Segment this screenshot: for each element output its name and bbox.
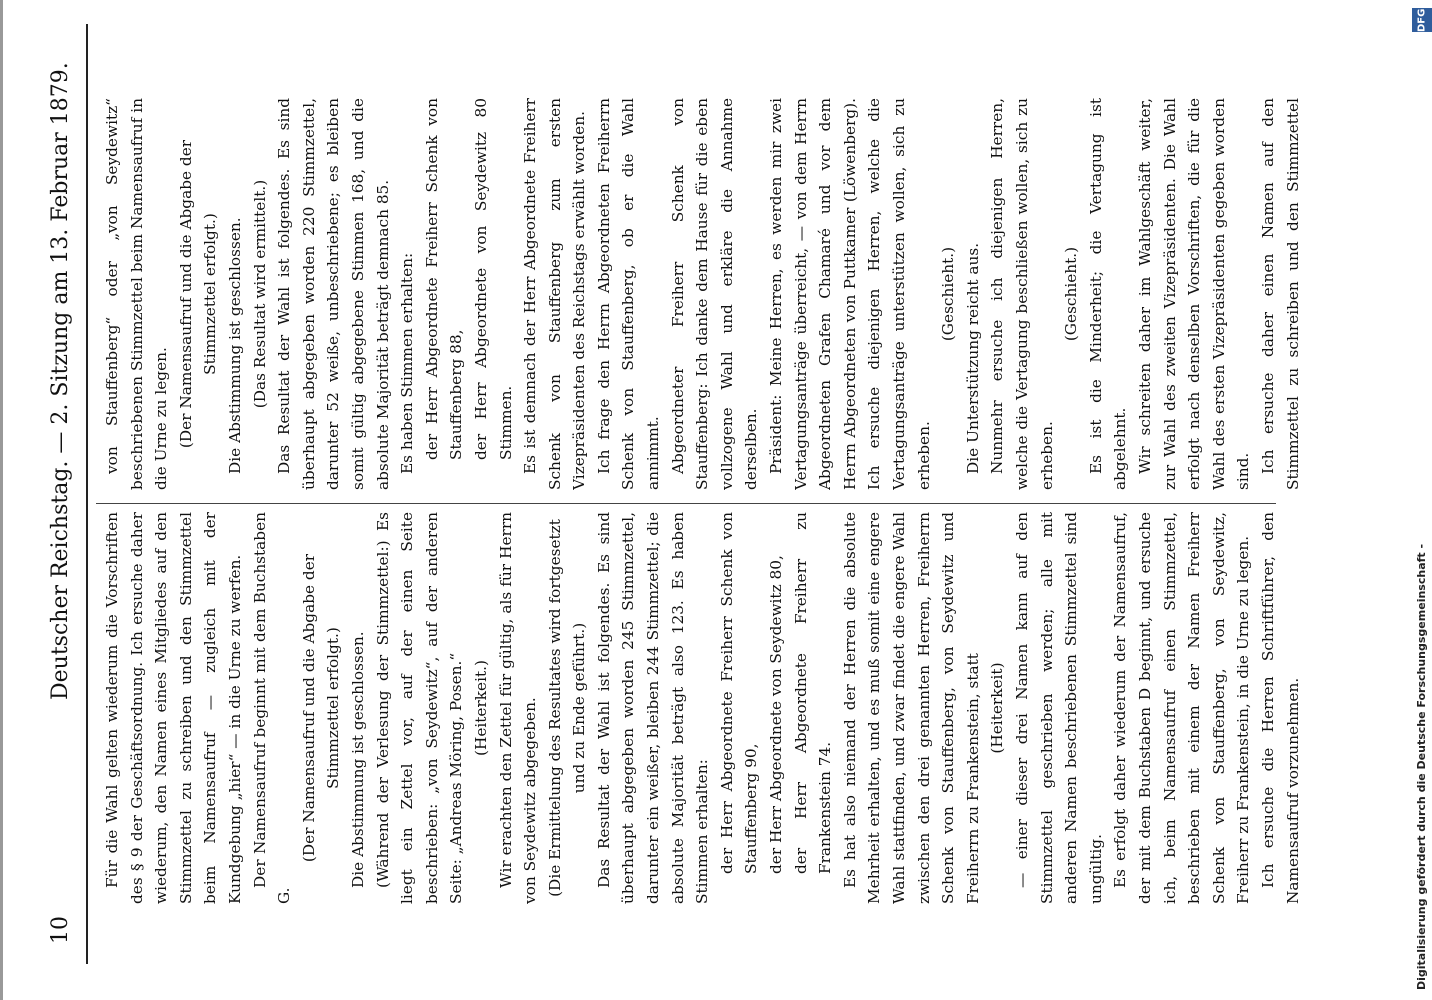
paragraph: von Stauffenberg“ oder „von Seydewitz“ beschriebenen Stimmzettel beim Namensaufruf in die Urne zu legen. bbox=[103, 98, 171, 490]
running-title: Deutscher Reichstag. — 2. Sitzung am 13. Februar 1879. bbox=[48, 62, 73, 700]
paragraph: (Während der Verlesung der Stimmzettel:) Es liegt ein Zettel vor, auf der einen Seite beschrieben: „von Seydewitz“, auf der anderen Seite: „Andreas Möring, Posen.“ bbox=[373, 512, 466, 904]
paragraph: der Herr Abgeordnete Freiherr zu Frankenstein 74. bbox=[791, 512, 835, 874]
paragraph: der Herr Abgeordnete Freiherr Schenk von Stauffenberg 90, bbox=[717, 512, 761, 874]
page-header bbox=[36, 0, 88, 1000]
paragraph: der Herr Abgeordnete von Seydewitz 80 Stimmen. bbox=[471, 98, 515, 460]
paragraph: Die Abstimmung ist geschlossen. bbox=[225, 217, 244, 474]
paragraph: Das Resultat der Wahl ist folgendes. Es sind überhaupt abgegeben worden 220 Stimmzettel, darunter 52 weiße, unbeschriebene; es bleiben somit gültig abgegebene Stimmen 168, und die absolute Majorität beträgt demnach 85. bbox=[275, 98, 392, 490]
paragraph: — einer dieser drei Namen kann auf den Stimmzettel geschrieben werden; alle mit anderen Namen beschriebenen Stimmzettel sind ungültig. bbox=[1012, 512, 1105, 904]
paragraph: Die Abstimmung ist geschlossen. bbox=[348, 631, 367, 888]
paragraph: Die Unterstützung reicht aus. bbox=[963, 242, 982, 474]
stage-direction: (Das Resultat wird ermittelt.) bbox=[250, 179, 269, 409]
stage-direction: (Der Namensaufruf und die Abgabe der Stimmzettel erfolgt.) bbox=[299, 553, 343, 863]
right-column bbox=[100, 98, 1310, 490]
stage-direction: (Die Ermittelung des Resultates wird fortgesetzt und zu Ende geführt.) bbox=[545, 519, 589, 897]
paragraph: Für die Wahl gelten wiederum die Vorschriften des § 9 der Geschäftsordnung. Ich ersuche daher wiederum, den Namen eines Mitgliedes auf den Stimmzettel zu schreiben und den Stimmzettel beim Namensaufruf — zugleich mit der Kundgebung „hier“ — in die Urne zu werfen. bbox=[103, 512, 244, 904]
header-rule bbox=[86, 24, 88, 964]
stage-direction: (Geschieht.) bbox=[939, 246, 958, 342]
paragraph: Es hat also niemand der Herren die absolute Mehrheit erhalten, und es muß somit eine engere Wahl stattfinden, und zwar findet die engere Wahl zwischen den drei genannten Herren, Freiherrn Schenk von Stauffenberg, von Seydewitz und Freiherrn zu Frankenstein, statt bbox=[840, 512, 982, 904]
paragraph: Wir erachten den Zettel für gültig, als für Herrn von Seydewitz abgegeben. bbox=[496, 512, 540, 904]
paragraph: der Herr Abgeordnete von Seydewitz 80, bbox=[767, 555, 786, 874]
page-number: 10 bbox=[48, 916, 73, 944]
stage-direction bbox=[1305, 512, 1310, 904]
stage-direction: (Heiterkeit.) bbox=[471, 660, 490, 756]
paragraph: Ich frage den Herrn Abgeordneten Freiherrn Schenk von Stauffenberg, ob er die Wahl annimmt. bbox=[594, 98, 663, 490]
paragraph: Präsident: Meine Herren, es werden mir zwei Vertagungsanträge überreicht, — von dem Herrn Abgeordneten Grafen Chamaré und vor dem Herrn Abgeordneten von Puttkamer (Löwenberg). Ich ersuche diejenigen Herren, welche die Vertagungsanträge unterstützen wollen, sich zu erheben. bbox=[767, 98, 933, 490]
paragraph: Es haben Stimmen erhalten: bbox=[398, 252, 417, 474]
paragraph: Wir schreiten daher im Wahlgeschäft weiter, zur Wahl des zweiten Vizepräsidenten. Die Wahl erfolgt nach denselben Vorschriften, die für die Wahl des ersten Vizepräsidenten gegeben worden sind. bbox=[1135, 98, 1253, 490]
digitization-sidebar bbox=[1412, 0, 1432, 1000]
paragraph: Nunmehr ersuche ich diejenigen Herren, welche die Vertagung beschließen wollen, sich zu erheben. bbox=[988, 98, 1056, 490]
left-column bbox=[100, 512, 1310, 904]
digitization-credit: Digitalisierung gefördert durch die Deutsche Forschungsgemeinschaft - bbox=[1415, 543, 1428, 990]
paragraph: Ich ersuche die Herren Schriftführer, den Namensaufruf vorzunehmen. bbox=[1258, 512, 1302, 904]
paragraph: Es erfolgt daher wiederum der Namensaufruf, der mit dem Buchstaben D beginnt, und ersuche ich, beim Namensaufruf einen Stimmzettel, beschrieben mit einem der Namen Freiherr Schenk von Stauffenberg, von Seydewitz, Freiherr zu Frankenstein, in die Urne zu legen. bbox=[1111, 512, 1253, 904]
dfg-logo: DFG bbox=[1412, 8, 1432, 32]
column-separator bbox=[96, 503, 1276, 504]
paragraph: Abgeordneter Freiherr Schenk von Stauffenberg: Ich danke dem Hause für die eben vollzogene Wahl und erkläre die Annahme derselben. bbox=[668, 98, 761, 490]
stage-direction: (Heiterkeit) bbox=[988, 662, 1007, 754]
paragraph: Es ist demnach der Herr Abgeordnete Freiherr Schenk von Stauffenberg zum ersten Vizepräsidenten des Reichstags erwählt worden. bbox=[521, 98, 589, 490]
paragraph: Das Resultat der Wahl ist folgendes. Es sind überhaupt abgegeben worden 245 Stimmzettel, darunter ein weißer, bleiben 244 Stimmzettel; die absolute Majorität beträgt also 123. Es haben Stimmen erhalten: bbox=[594, 512, 712, 904]
stage-direction: (Der Namensaufruf und die Abgabe der Stimmzettel erfolgt.) bbox=[176, 139, 220, 449]
stage-direction: (Geschieht.) bbox=[1062, 246, 1081, 342]
paragraph: Ich ersuche daher einen Namen auf den Stimmzettel zu schreiben und den Stimmzettel bbox=[1258, 98, 1302, 490]
paragraph: der Herr Abgeordnete Freiherr Schenk von Stauffenberg 88, bbox=[422, 98, 466, 460]
paragraph: Der Namensaufruf beginnt mit dem Buchstaben G. bbox=[250, 512, 294, 904]
paragraph: Es ist die Minderheit; die Vertagung ist abgelehnt. bbox=[1086, 98, 1130, 490]
